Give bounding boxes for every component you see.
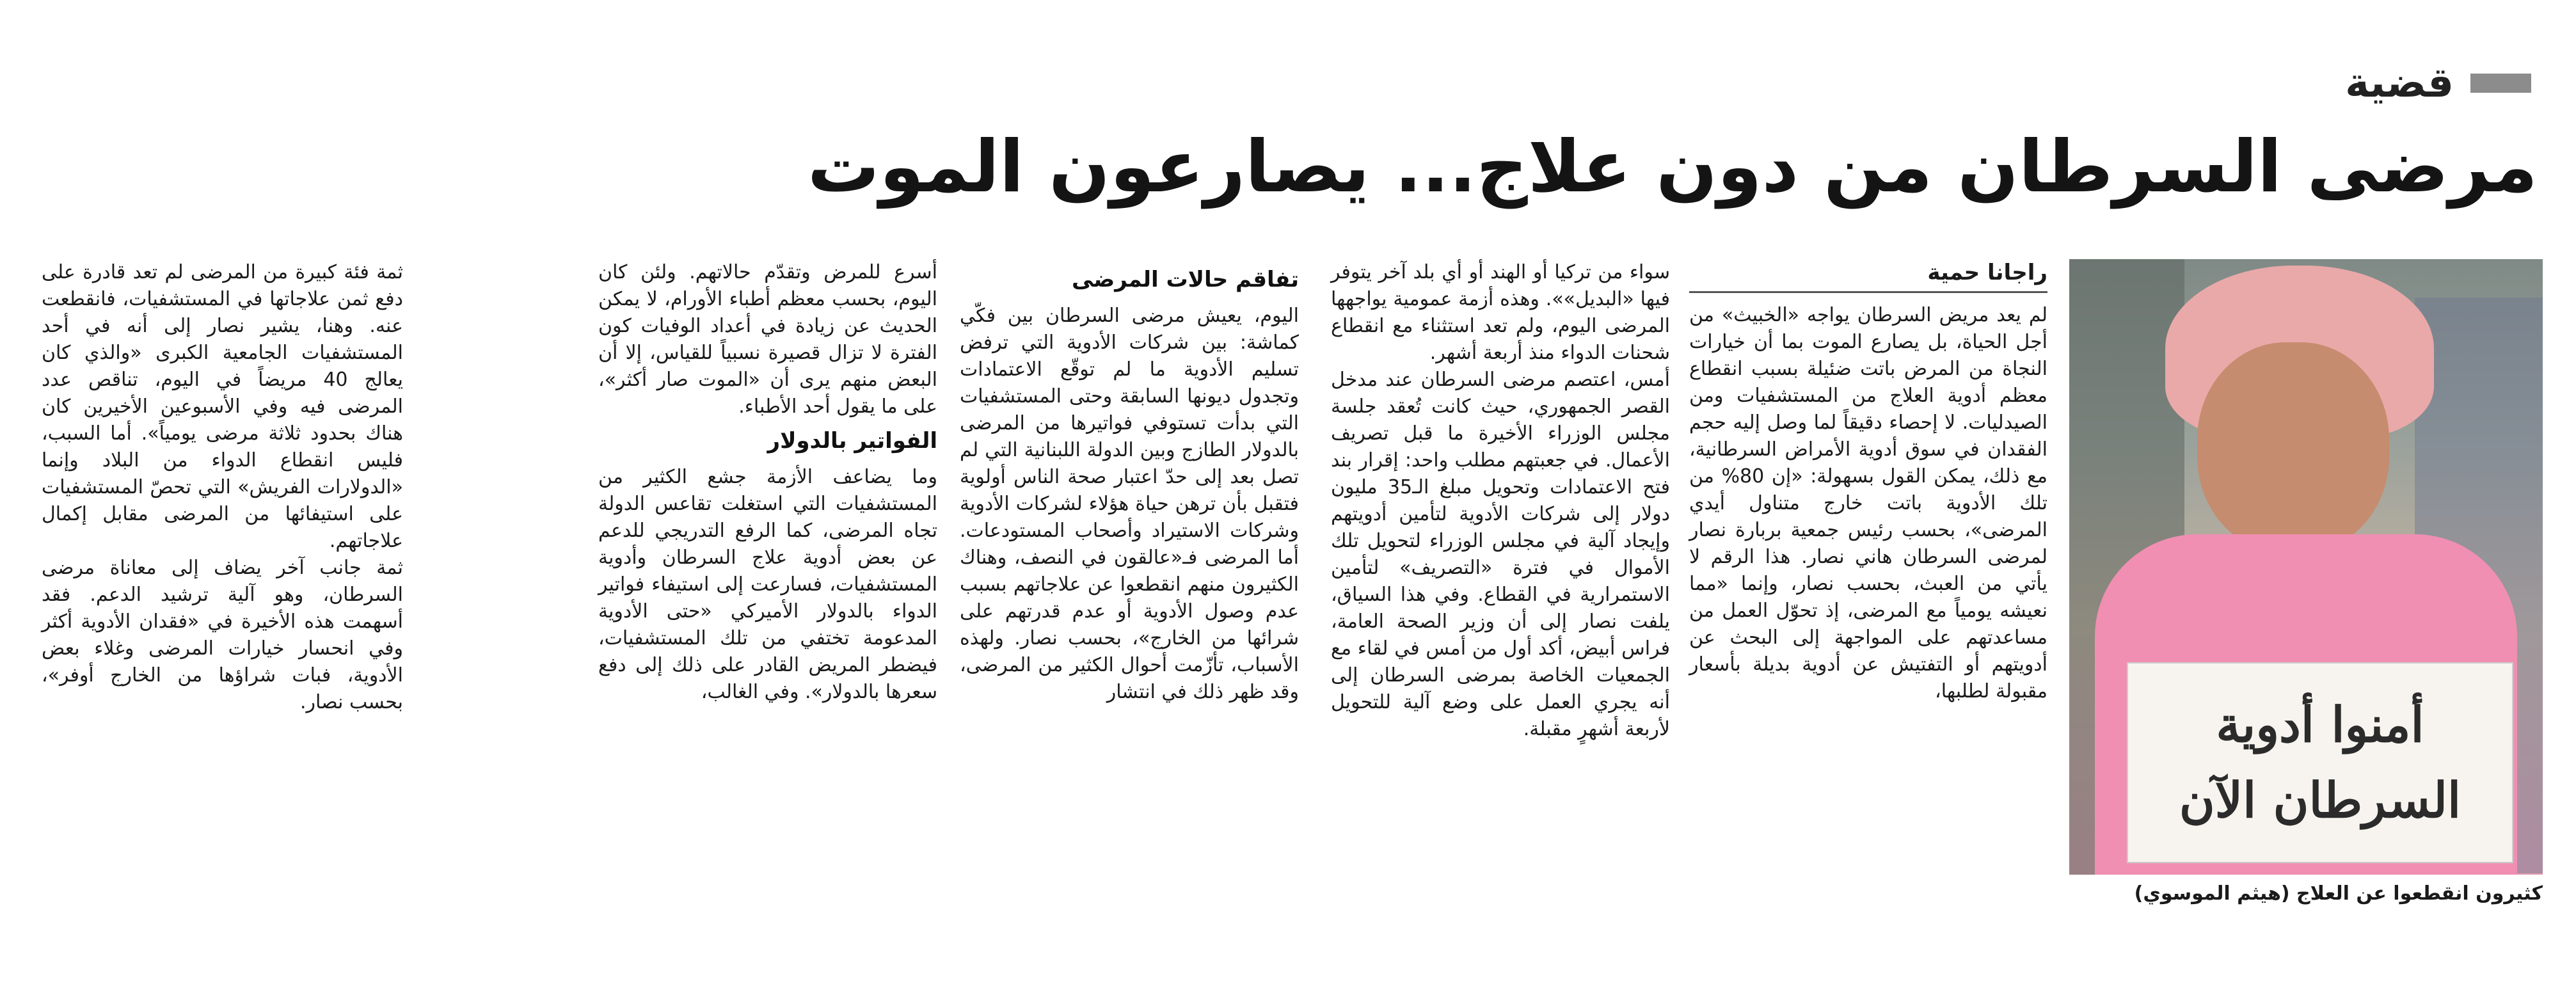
article-column-3 [960,259,1299,706]
headline: مرضى السرطان من دون علاج... يصارعون الموت [807,125,2538,209]
byline: راجانا حمية [1689,259,2047,293]
article-column-5 [42,259,403,716]
column-4-paragraph-1: أسرع للمرض وتقدّم حالاتهم. ولئن كان اليوم، بحسب معظم أطباء الأورام، لا يمكن الحديث عن زيادة في أعداد الوفيات كون الفترة لا تزال قصيرة نسبياً للقياس، إلا أن البعض منهم يرى أن «الموت صار أكثر»، على ما يقول أحد الأطباء. [598,261,937,418]
rubric-bar [2470,74,2531,93]
photo-block [2069,259,2543,905]
column-5-paragraph-1: ثمة فئة كبيرة من المرضى لم تعد قادرة على دفع ثمن علاجاتها في المستشفيات، فانقطعت عنه. وهنا، يشير نصار إلى أنه في أحد المستشفيات الجامعية الكبرى «والذي كان يعالج 40 مريضاً في اليوم، تناقص عدد المرضى فيه وفي الأسبوعين الأخيرين كان هناك بحدود ثلاثة مرضى يومياً». أما السبب، فليس انقطاع الدواء من البلاد وإنما «الدولارات الفريش» التي تحصّ المستشفيات على استيفائها من المرضى مقابل إكمال علاجاتهم. [42,261,403,552]
column-2-paragraph-1: سواء من تركيا أو الهند أو أي بلد آخر يتوفر فيها «البديل»». وهذه أزمة عمومية يواجهها المرضى اليوم، ولم تعد استثناء مع انقطاع شحنات الدواء منذ أربعة أشهر. [1331,261,1670,364]
face-shape [2197,342,2389,553]
protest-photo [2069,259,2543,875]
placard-line-1: أمنوا أدوية [2216,696,2424,753]
subheading-dollar-bills: الفواتير بالدولار [767,428,937,454]
article-column-4 [598,259,937,706]
article-column-2 [1331,259,1670,743]
section-rubric [2345,60,2531,107]
protest-placard [2127,662,2513,863]
photo-caption: كثيرون انقطعوا عن العلاج (هيثم الموسوي) [2134,882,2543,905]
column-5-paragraph-2: ثمة جانب آخر يضاف إلى معاناة مرضى السرطان، وهو آلية ترشيد الدعم. فقد أسهمت هذه الأخيرة في «فقدان الأدوية أكثر وفي انحسار خيارات المرضى وغلاء بعض الأدوية، فبات شراؤها من الخارج أوفر»، بحسب نصار. [42,557,403,713]
placard-line-2: السرطان الآن [2179,772,2461,829]
subheading-patients-worsening: تفاقم حالات المرضى [1072,267,1299,292]
column-3-paragraph-1: اليوم، يعيش مرضى السرطان بين فكّي كماشة: بين شركات الأدوية التي ترفض تسليم الأدوية ما لم توقّع الاعتمادات وتجدول ديونها السابقة وحتى المستشفيات التي بدأت تستوفي فواتيرها من المرضى بالدولار الطازج وبين الدولة اللبنانية التي لم تصل بعد إلى حدّ اعتبار صحة الناس أولوية فتقبل بأن ترهن حياة هؤلاء لشركات الأدوية وشركات الاستيراد وأصحاب المستودعات. أما المرضى فـ«عالقون في النصف، وهناك الكثيرون منهم انقطعوا عن علاجاتهم بسبب عدم وصول الأدوية أو عدم قدرتهم على شرائها من الخارج»، بحسب نصار. ولهذه الأسباب، تأزّمت أحوال الكثير من المرضى، وقد ظهر ذلك في انتشار [960,305,1299,703]
column-1-paragraph-1: لم يعد مريض السرطان يواجه «الخبيث» من أجل الحياة، بل يصارع الموت بما أن خيارات النجاة من المرض باتت ضئيلة بسبب انقطاع معظم أدوية العلاج من المستشفيات ومن الصيدليات. لا إحصاء دقيقاً لما وصل إليه حجم الفقدان في سوق أدوية الأمراض السرطانية، مع ذلك، يمكن القول بسهولة: «إن 80% من تلك الأدوية باتت خارج متناول أيدي المرضى»، بحسب رئيس جمعية بربارة نصار لمرضى السرطان هاني نصار. هذا الرقم لا يأتي من العبث، بحسب نصار، وإنما «مما نعيشه يومياً مع المرضى، إذ تحوّل العمل من مساعدتهم على المواجهة إلى البحث عن أدويتهم أو التفتيش عن أدوية بديلة بأسعار مقبولة لطلبها، [1689,304,2047,703]
article-column-1 [1689,259,2047,705]
rubric-label: قضية [2345,60,2454,107]
column-4-paragraph-2: وما يضاعف الأزمة جشع الكثير من المستشفيات التي استغلت تقاعس الدولة تجاه المرضى، كما الرفع التدريجي للدعم عن بعض أدوية علاج السرطان وأدوية المستشفيات، فسارعت إلى استيفاء فواتير الدواء بالدولار الأميركي «حتى الأدوية المدعومة تختفي من تلك المستشفيات، فيضطر المريض القادر على ذلك إلى دفع سعرها بالدولار». وفي الغالب، [598,466,937,703]
column-2-paragraph-2: أمس، اعتصم مرضى السرطان عند مدخل القصر الجمهوري، حيث كانت تُعقد جلسة مجلس الوزراء الأخيرة ما قبل تصريف الأعمال. في جعبتهم مطلب واحد: إقرار بند فتح الاعتمادات وتحويل مبلغ الـ35 مليون دولار إلى شركات الأدوية لتأمين أدويتهم وإيجاد آلية في مجلس الوزراء لتحويل تلك الأموال في فترة «التصريف» لتأمين الاستمرارية في القطاع. وفي هذا السياق، يلفت نصار إلى أن وزير الصحة العامة، فراس أبيض، أكد أول من أمس في لقاء مع الجمعيات الخاصة بمرضى السرطان إلى أنه يجري العمل على وضع آلية للتحويل لأربعة أشهرٍ مقبلة. [1331,369,1670,740]
